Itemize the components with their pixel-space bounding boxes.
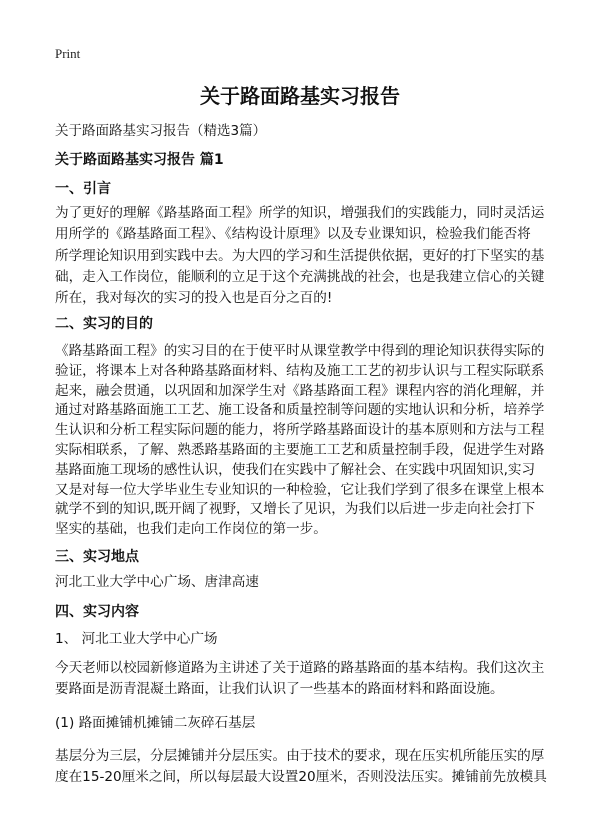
content-paragraph [55,658,550,701]
article-heading: 关于路面路基实习报告 篇1 [55,152,224,168]
text-line: 生认识和分析工程实际问题的能力，将所学路基路面设计的基本原则和方法与工程 [55,422,545,439]
text-line: 实际相联系，了解、熟悉路基路面的主要施工工艺和质量控制手段，促进学生对路 [55,441,545,458]
section-heading-content: 四、实习内容 [55,604,139,620]
item1-paragraph [55,746,550,789]
text-line: 用所学的《路基路面工程》、《结构设计原理》以及专业课知识，检验我们能否将 [55,226,531,243]
text-line: 验证，将课本上对各种路基路面材料、结构及施工工艺的初步认识与工程实际联系 [55,362,545,379]
text-line: 起来，融会贯通，以巩固和加深学生对《路基路面工程》课程内容的消化理解，并 [55,382,545,399]
document-title: 关于路面路基实习报告 [200,84,400,108]
text-line: 就学不到的知识,既开阔了视野，又增长了见识，为我们以后进一步走向社会打下 [55,501,536,518]
text-line: 为了更好的理解《路基路面工程》所学的知识，增强我们的实践能力，同时灵活运 [55,205,545,221]
text-line: 度在15-20厘米之间，所以每层最大设置20厘米，否则没法压实。摊铺前先放模具 [55,769,547,786]
section-heading-purpose: 二、实习的目的 [55,316,153,332]
purpose-paragraph [55,342,550,540]
content-subheading: 1、 河北工业大学中心广场 [55,631,218,647]
document-subtitle: 关于路面路基实习报告（精选3篇） [55,123,267,139]
section-heading-intro: 一、引言 [55,181,111,197]
text-line: 坚实的基础，也我们走向工作岗位的第一步。 [55,521,327,538]
section-heading-location: 三、实习地点 [55,549,139,565]
item1-heading: (1) 路面摊铺机摊铺二灰碎石基层 [55,715,256,731]
location-text: 河北工业大学中心广场、唐津高速 [55,574,259,590]
intro-paragraph [55,203,550,309]
text-line: 所学理论知识用到实践中去。为大四的学习和生活提供依据，更好的打下坚实的基 [55,247,545,264]
print-link[interactable]: Print [55,46,81,61]
text-line: 所在，我对每次的实习的投入也是百分之百的! [55,290,333,307]
text-line: 今天老师以校园新修道路为主讲述了关于道路的路基路面的基本结构。我们这次主 [55,660,545,676]
text-line: 要路面是沥青混凝土路面，让我们认识了一些基本的路面材料和路面设施。 [55,681,504,698]
text-line: 又是对每一位大学毕业生专业知识的一种检验，它让我们学到了很多在课堂上根本 [55,481,545,498]
text-line: 通过对路基路面施工工艺、施工设备和质量控制等问题的实地认识和分析，培养学 [55,402,545,419]
text-line: 基路面施工现场的感性认识，使我们在实践中了解社会、在实践中巩固知识,实习 [55,461,536,478]
text-line: 基层分为三层，分层摊铺并分层压实。由于技术的要求，现在压实机所能压实的厚 [55,748,545,764]
text-line: 《路基路面工程》的实习目的在于使平时从课堂教学中得到的理论知识获得实际的 [55,343,545,359]
text-line: 础，走入工作岗位，能顺利的立足于这个充满挑战的社会，也是我建立信心的关键 [55,268,545,285]
